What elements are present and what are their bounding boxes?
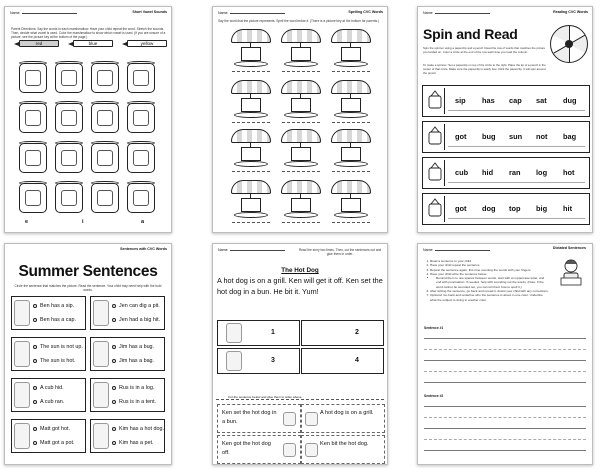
writing-line — [424, 360, 586, 361]
sentence-choice: Matt got a pot. — [40, 440, 75, 446]
beach-umbrella — [281, 178, 321, 226]
sentence-choice: Jen had a big hit. — [119, 317, 161, 323]
vowel-label: e — [25, 219, 29, 225]
strip-text: Ken bit the hot dog. — [320, 441, 369, 447]
sentence-2-label: Sentence #2 — [424, 394, 444, 398]
sentence-cell — [11, 419, 86, 453]
answer-line — [282, 222, 320, 223]
sand-mound — [234, 212, 268, 218]
ice-cream-icon — [425, 196, 445, 222]
strip-text: Ken set the hot dog in a bun. — [222, 410, 277, 425]
marshmallow-cup — [55, 183, 83, 213]
answer-bubble[interactable] — [112, 441, 116, 445]
answer-bubble[interactable] — [112, 359, 116, 363]
vowel-label: a — [141, 219, 145, 225]
sentence-strip — [301, 404, 385, 433]
umbrella-canopy — [331, 29, 371, 43]
name-field-label: Name — [423, 11, 490, 15]
worksheet-tag: Spelling CVC Words — [348, 10, 383, 14]
word-row — [422, 121, 590, 153]
beach-umbrella — [331, 178, 371, 226]
answer-bubble[interactable] — [33, 400, 37, 404]
cut-note: Cut the sentence below and glue them in order above. — [228, 395, 303, 399]
row-rule — [448, 218, 585, 219]
sand-mound — [234, 112, 268, 118]
picture-box — [241, 98, 261, 112]
beach-umbrella — [231, 78, 271, 126]
spinner-icon — [550, 25, 588, 63]
sentence-cell — [90, 419, 165, 453]
instruction-step: 2. Have your child repeat the sentence. — [430, 263, 550, 267]
umbrella-canopy — [281, 29, 321, 43]
beach-umbrella — [281, 78, 321, 126]
beach-umbrella — [231, 178, 271, 226]
beach-umbrella — [281, 27, 321, 75]
answer-bubble[interactable] — [112, 345, 116, 349]
row-word: ran — [509, 168, 521, 177]
marshmallow-cup — [55, 103, 83, 133]
umbrella-canopy — [231, 129, 271, 143]
marshmallow-cup — [19, 63, 47, 93]
sentence-choice: Kim has a pet. — [119, 440, 154, 446]
worksheet-tag: Reading CVC Words — [553, 10, 588, 14]
vowel-label: i — [82, 219, 84, 225]
beach-umbrella — [331, 27, 371, 75]
worksheet-tag: Short Vowel Sounds — [132, 10, 167, 14]
story-title: The Hot Dog — [281, 267, 319, 274]
instruction-step: • Remind them to use spaces between words, start with an uppercase letter, and end with punctuation. If needed, help with sounding out the words. (Note: If the word cannot be sounded out, you can tell them how to spell it.) — [436, 276, 550, 289]
instruction-step: 1. Read a sentence to your child. — [430, 259, 550, 263]
marshmallow-cup — [127, 183, 155, 213]
sentence-1-label: Sentence #1 — [424, 326, 444, 330]
umbrella-canopy — [281, 180, 321, 194]
row-word: not — [536, 132, 548, 141]
picture-box — [341, 198, 361, 212]
answer-line — [232, 71, 270, 72]
worksheet-spin-and-read — [417, 6, 593, 233]
palm-tree-icon — [425, 124, 445, 150]
order-cell — [301, 348, 384, 374]
sand-mound — [334, 212, 368, 218]
hot-dog-icon — [283, 412, 296, 426]
spinner-instructions: To make a spinner: Set a paperclip on top of the circle to the right. Place the tip of a pencil in the center of that circle. Make sure the paperclip is easily free. Flick the paperclip. It will spin around the pencil. — [423, 63, 546, 75]
cub-icon — [14, 382, 30, 408]
beach-umbrella — [331, 78, 371, 126]
sentence-cell — [90, 296, 165, 330]
worksheet-summer-sentences — [4, 243, 172, 465]
marshmallow-cup — [19, 143, 47, 173]
marshmallow-cup — [55, 143, 83, 173]
umbrella-canopy — [281, 129, 321, 143]
sentence-strip — [301, 435, 385, 464]
name-field-label: Name — [218, 248, 285, 252]
row-word: hit — [563, 204, 573, 213]
marshmallow-cup — [55, 63, 83, 93]
row-word: got — [455, 204, 467, 213]
row-word: dug — [563, 96, 577, 105]
worksheet-short-vowel-sounds — [4, 6, 172, 233]
umbrella-canopy — [231, 180, 271, 194]
marshmallow-cup — [91, 103, 119, 133]
answer-bubble[interactable] — [33, 427, 37, 431]
beach-umbrella — [281, 127, 321, 175]
answer-bubble[interactable] — [33, 318, 37, 322]
girl-icon — [93, 300, 109, 326]
umbrella-canopy — [231, 29, 271, 43]
sentence-choice: Jen can dig a pit. — [119, 303, 160, 309]
row-rule — [448, 182, 585, 183]
answer-bubble[interactable] — [33, 441, 37, 445]
sand-mound — [234, 161, 268, 167]
sentence-choice: Rus is in a log. — [119, 385, 155, 391]
order-cell — [217, 348, 300, 374]
sun-icon — [14, 341, 30, 367]
sentence-choice: A cub ran. — [40, 399, 65, 405]
instructions: Read the story two times. Then, cut the sentences out and glue them in order. — [298, 248, 382, 257]
name-field-label: Name — [423, 248, 490, 252]
sand-mound — [334, 61, 368, 67]
umbrella-canopy — [331, 129, 371, 143]
ketchup-icon — [226, 323, 242, 343]
marshmallow-cup — [91, 63, 119, 93]
marshmallow-cup — [19, 103, 47, 133]
sand-mound — [234, 61, 268, 67]
sentence-cell — [90, 337, 165, 371]
sand-mound — [284, 112, 318, 118]
row-word: log — [536, 168, 548, 177]
answer-bubble[interactable] — [112, 304, 116, 308]
sentence-cell — [11, 337, 86, 371]
strip-text: Ken got the hot dog off. — [222, 441, 271, 456]
sand-mound — [284, 212, 318, 218]
worksheet-title: Summer Sentences — [18, 263, 158, 280]
cut-line — [216, 399, 384, 400]
answer-line — [332, 222, 370, 223]
picture-box — [341, 147, 361, 161]
name-field-label: Name — [10, 11, 77, 15]
row-rule — [448, 110, 585, 111]
sentence-cell — [11, 296, 86, 330]
marshmallow-cup — [127, 143, 155, 173]
order-number: 4 — [355, 357, 359, 364]
sand-mound — [284, 61, 318, 67]
instructions: Parent Directions: Say the words in each marshmallow. Have your child repeat the word. Stretch the sounds. Then, decide what vowel is used. Color the marshmallow to show which vowel is used. (If you are unsure of a picture, see the picture key at the bottom of the page.) — [11, 27, 166, 40]
sentence-strip — [217, 404, 301, 433]
order-cell — [217, 320, 300, 346]
sand-mound — [284, 161, 318, 167]
sand-mound — [334, 112, 368, 118]
instruction-step: 4. Have your child write the sentence below. — [430, 272, 550, 276]
boy-icon — [93, 341, 109, 367]
marshmallow-cup — [91, 143, 119, 173]
beach-umbrella — [331, 127, 371, 175]
instructions: Say the word that the picture represents. Spell the word below it. (There is a picture key at the bottom for parents.) — [218, 19, 380, 23]
umbrella-canopy — [231, 80, 271, 94]
story-text: A hot dog is on a grill. Ken will get it off. Ken set the hot dog in a bun. He bit it. Yum! — [217, 276, 383, 296]
writing-line — [424, 338, 586, 339]
worksheet-dictated-sentences — [417, 243, 593, 465]
beach-umbrella — [231, 27, 271, 75]
worksheet-the-hot-dog — [212, 243, 388, 465]
worksheet-tag: Dictated Sentences — [552, 246, 586, 250]
sand-mound — [334, 161, 368, 167]
instruction-list — [424, 259, 550, 302]
picture-box — [241, 198, 261, 212]
picture-box — [341, 98, 361, 112]
answer-line — [282, 171, 320, 172]
answer-bubble[interactable] — [33, 359, 37, 363]
sandcastle-icon — [425, 88, 445, 114]
instruction-step: 3. Repeat the sentence again, this time counting the words with your fingers. — [430, 268, 550, 272]
answer-bubble[interactable] — [112, 386, 116, 390]
beach-umbrella — [231, 127, 271, 175]
answer-line — [232, 222, 270, 223]
answer-bubble[interactable] — [112, 427, 116, 431]
writing-line — [424, 371, 586, 372]
answer-line — [232, 122, 270, 123]
row-word: bag — [563, 132, 577, 141]
writing-line — [424, 450, 586, 451]
picture-box — [291, 147, 311, 161]
bear-icon — [14, 300, 30, 326]
writing-line — [424, 439, 586, 440]
answer-line — [332, 71, 370, 72]
crayon-blue: blue — [73, 40, 113, 47]
writing-line — [424, 417, 586, 418]
sentence-choice: Jim has a bug. — [119, 344, 155, 350]
row-word: bug — [482, 132, 496, 141]
row-word: hid — [482, 168, 494, 177]
writing-line — [424, 406, 586, 407]
answer-line — [282, 71, 320, 72]
answer-line — [332, 171, 370, 172]
answer-bubble[interactable] — [112, 318, 116, 322]
answer-bubble[interactable] — [112, 400, 116, 404]
instructions: Spin the spinner using a paperclip and a pencil. Read the row of words that matches the picture you landed on. Color a circle at the end of the row each time you read the column. — [423, 46, 546, 54]
instruction-step: 7. Optional: Go back and underline who the sentence is about in one color. Underline what the subject is doing in another color. — [430, 293, 550, 302]
grill-icon — [283, 443, 296, 457]
row-word: cub — [455, 168, 469, 177]
word-row — [422, 157, 590, 189]
row-word: big — [536, 204, 548, 213]
picture-box — [241, 47, 261, 61]
sentence-choice: Ben has a cap. — [40, 317, 76, 323]
marshmallow-cup — [91, 183, 119, 213]
boy-icon — [305, 443, 318, 457]
word-row — [422, 85, 590, 117]
sentence-choice: A cub hid. — [40, 385, 64, 391]
writing-line — [424, 428, 586, 429]
row-rule — [448, 146, 585, 147]
name-field-label: Name — [218, 11, 285, 15]
picture-box — [291, 47, 311, 61]
word-row — [422, 193, 590, 225]
picture-box — [291, 98, 311, 112]
marshmallow-cup — [127, 63, 155, 93]
crayon-red: red — [19, 40, 59, 47]
order-number: 1 — [271, 329, 275, 336]
sentence-choice: Jim has a bag. — [119, 358, 155, 364]
hot-dog-icon — [305, 412, 318, 426]
answer-bubble[interactable] — [33, 386, 37, 390]
sentence-choice: Matt got hot. — [40, 426, 70, 432]
pineapple-icon — [425, 160, 445, 186]
tent-icon — [93, 382, 109, 408]
instructions: Circle the sentence that matches the picture. Read the sentence. Your child may need help with the bold words. — [14, 284, 162, 293]
row-word: sat — [536, 96, 547, 105]
worksheet-tag: Sentences with CVC Words — [120, 247, 167, 251]
row-word: sun — [509, 132, 523, 141]
ketchup-icon — [226, 351, 242, 371]
answer-bubble[interactable] — [33, 345, 37, 349]
row-word: sip — [455, 96, 466, 105]
sentence-strip — [217, 435, 301, 464]
kim-icon — [93, 423, 109, 449]
picture-box — [291, 198, 311, 212]
sentence-choice: Ben has a sip. — [40, 303, 75, 309]
row-word: top — [509, 204, 521, 213]
answer-line — [332, 122, 370, 123]
order-cell — [301, 320, 384, 346]
sentence-choice: Rus is in a tent. — [119, 399, 157, 405]
umbrella-canopy — [331, 180, 371, 194]
picture-box — [341, 47, 361, 61]
writing-line — [424, 382, 586, 383]
sentence-choice: The sun is hot. — [40, 358, 76, 364]
worksheet-title: Spin and Read — [423, 26, 518, 42]
umbrella-canopy — [281, 80, 321, 94]
sentence-cell — [11, 378, 86, 412]
row-word: has — [482, 96, 495, 105]
worksheet-spelling-cvc — [212, 6, 388, 233]
sentence-cell — [90, 378, 165, 412]
marshmallow-cup — [127, 103, 155, 133]
row-word: hot — [563, 168, 575, 177]
row-word: dog — [482, 204, 496, 213]
order-number: 2 — [355, 329, 359, 336]
answer-bubble[interactable] — [33, 304, 37, 308]
answer-line — [282, 122, 320, 123]
sentence-choice: Kim has a hot dog. — [119, 426, 164, 432]
picture-box — [241, 147, 261, 161]
strip-text: A hot dog is on a grill. — [320, 410, 374, 416]
sentence-choice: The sun is not up. — [40, 344, 83, 350]
row-word: got — [455, 132, 467, 141]
umbrella-canopy — [331, 80, 371, 94]
instruction-step: 6. After writing the sentence, go back and reread it. Assist your child with any corrections. — [430, 289, 550, 293]
answer-line — [232, 171, 270, 172]
child-writing-icon — [558, 258, 584, 288]
marshmallow-cup — [19, 183, 47, 213]
matt-icon — [14, 423, 30, 449]
crayon-yellow: yellow — [127, 40, 167, 47]
writing-line — [424, 349, 586, 350]
row-word: cap — [509, 96, 522, 105]
order-number: 3 — [271, 357, 275, 364]
